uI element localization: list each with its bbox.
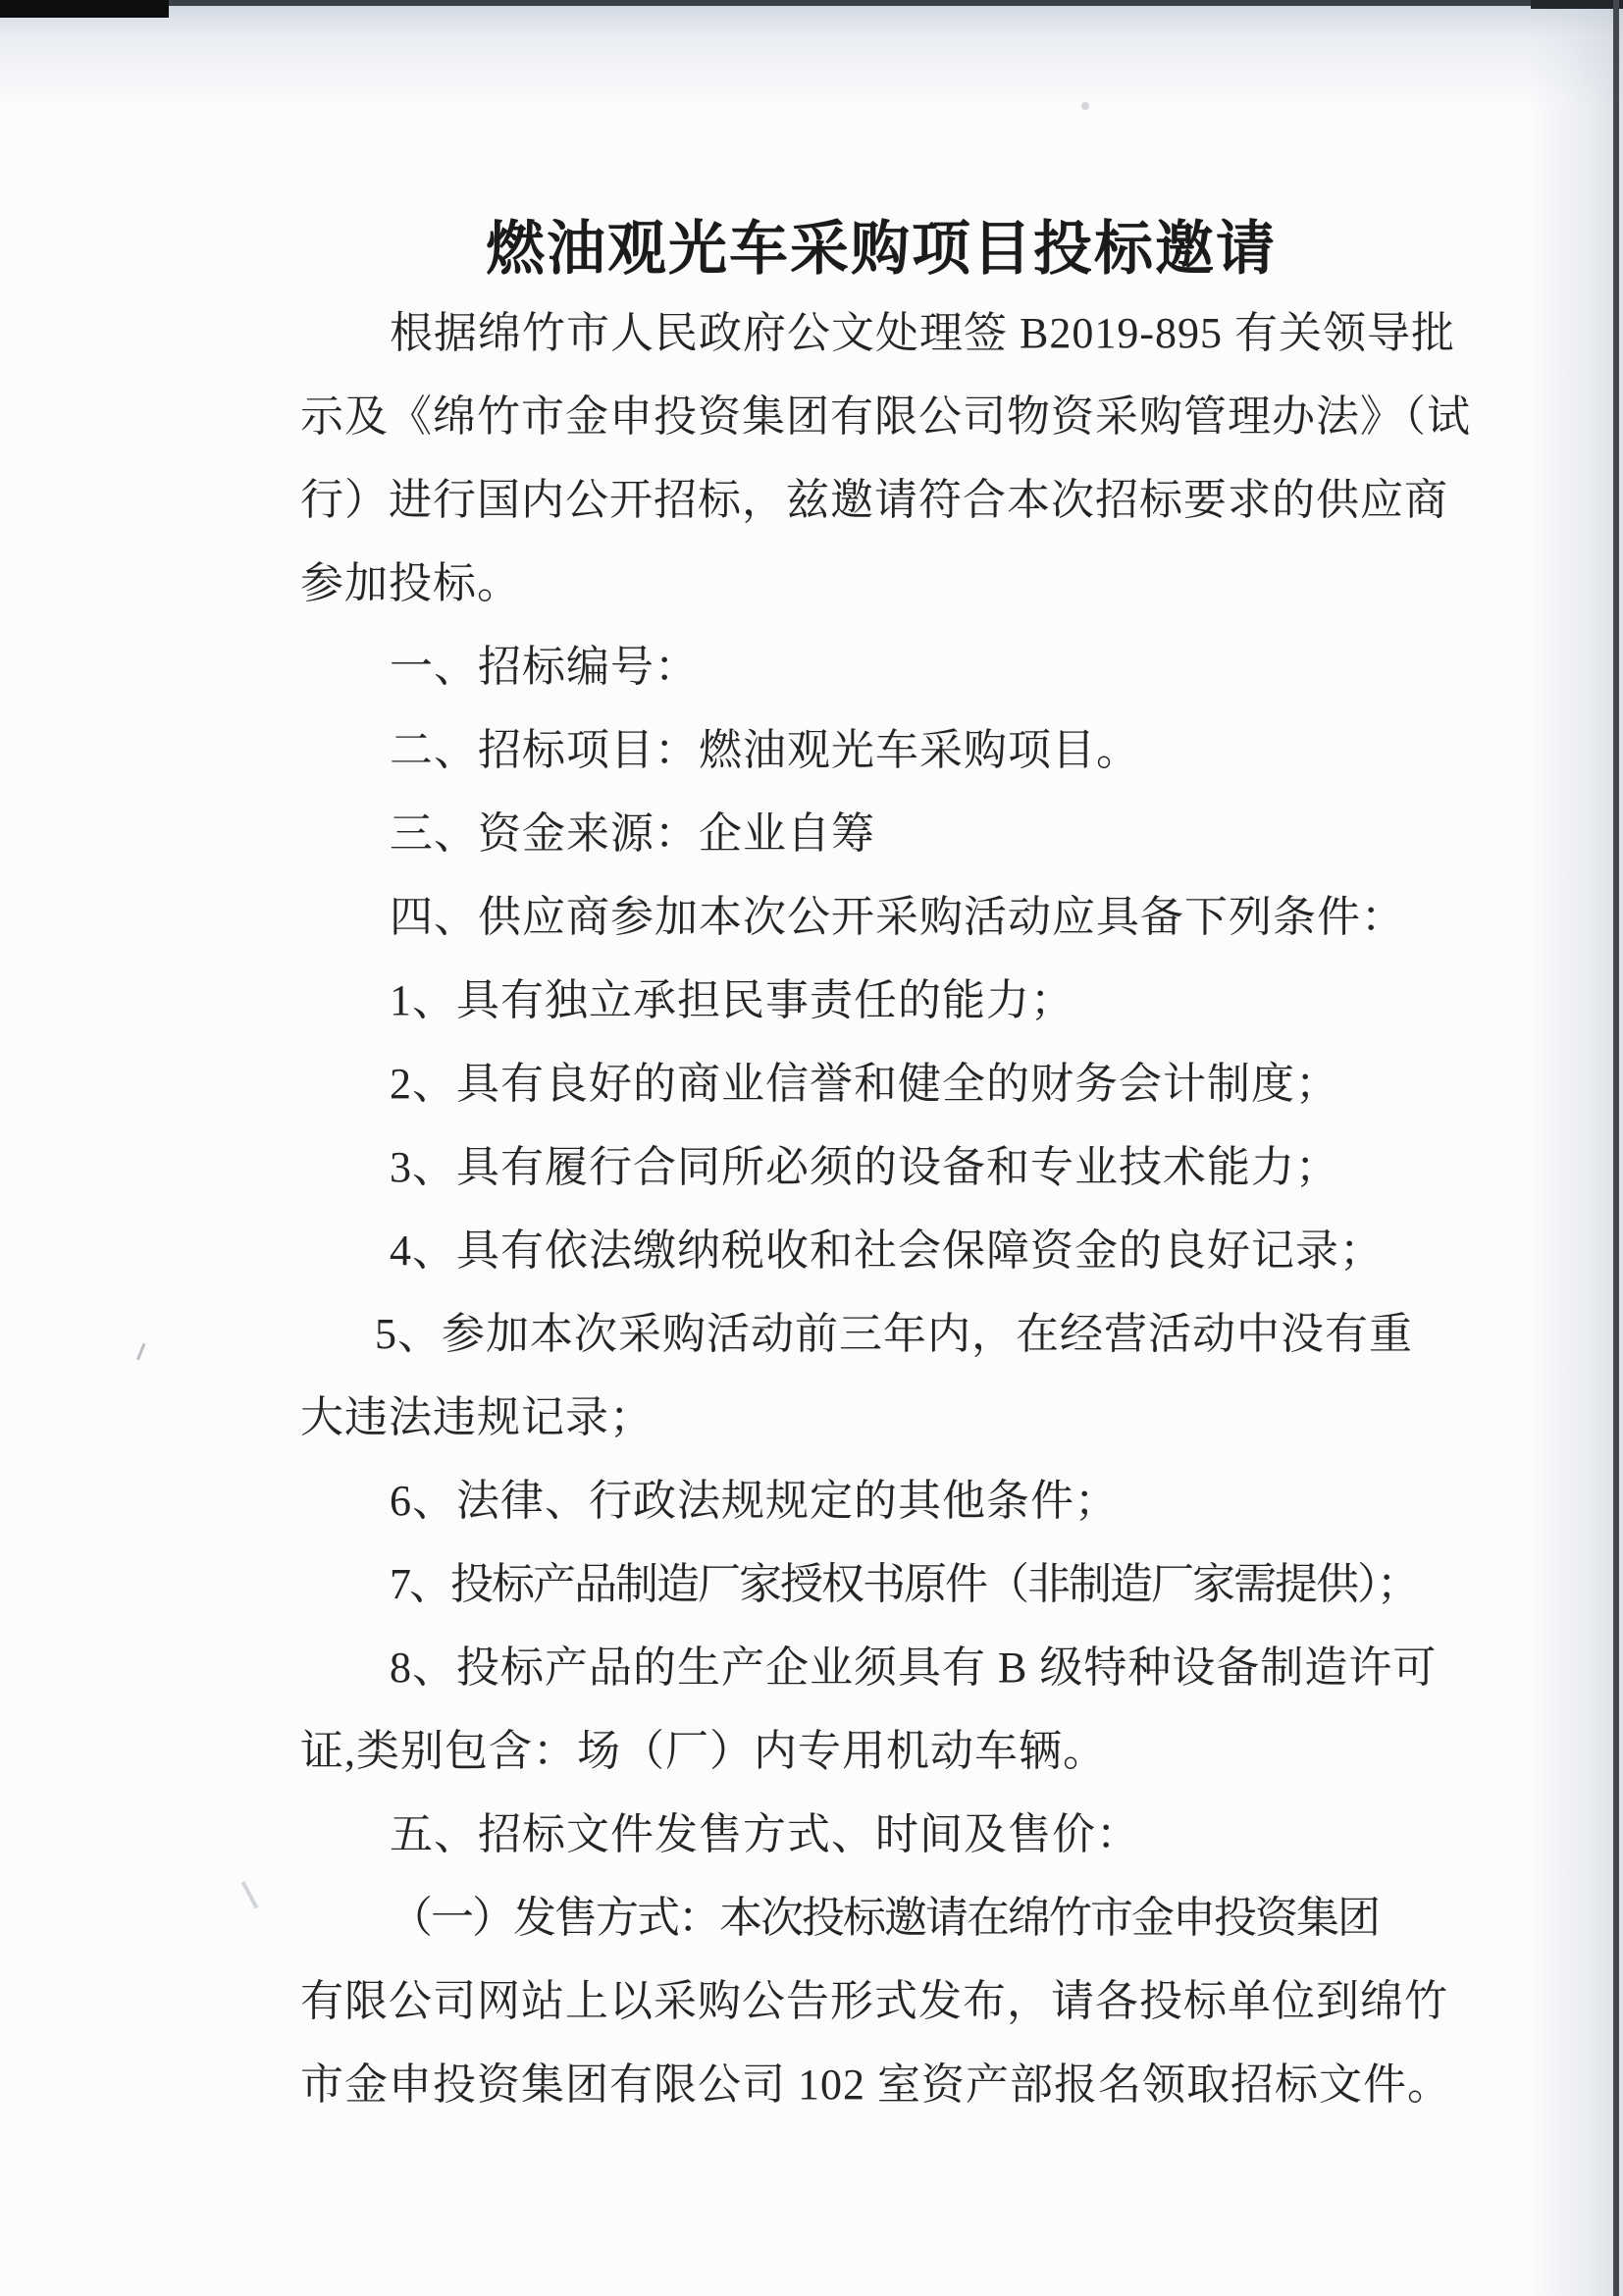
condition-item-5: 5、参加本次采购活动前三年内，在经营活动中没有重: [375, 1310, 1413, 1358]
paragraph-line: 参加投标。: [300, 559, 521, 607]
condition-item-5-continued: 大违法违规记录；: [300, 1393, 654, 1441]
paragraph-line: 示及《绵竹市金申投资集团有限公司物资采购管理办法》（试: [300, 392, 1471, 441]
sale-method-line: （一）发售方式：本次投标邀请在绵竹市金申投资集团: [390, 1894, 1379, 1942]
scan-edge-top-left-corner: [0, 0, 169, 18]
scan-shadow-top: [0, 0, 1623, 108]
section-line-tender-number: 一、招标编号：: [390, 643, 699, 691]
scan-edge-top-right-bar: [1531, 0, 1623, 9]
condition-item-1: 1、具有独立承担民事责任的能力；: [390, 976, 1074, 1024]
paragraph-line: 根据绵竹市人民政府公文处理签 B2019-895 有关领导批: [390, 309, 1455, 357]
condition-item-8: 8、投标产品的生产企业须具有 B 级特种设备制造许可: [390, 1644, 1438, 1692]
condition-item-7: 7、投标产品制造厂家授权书原件（非制造厂家需提供）；: [390, 1560, 1418, 1608]
section-line-sale-method: 五、招标文件发售方式、时间及售价：: [390, 1810, 1140, 1858]
condition-item-8-continued: 证,类别包含：场（厂）内专用机动车辆。: [300, 1727, 1107, 1775]
condition-item-4: 4、具有依法缴纳税收和社会保障资金的良好记录；: [390, 1226, 1384, 1275]
scan-speck: [1081, 102, 1089, 110]
document-body: [0, 291, 1623, 2126]
sale-method-line-continued: 有限公司网站上以采购公告形式发布，请各投标单位到绵竹: [300, 1977, 1448, 2025]
section-line-supplier-conditions: 四、供应商参加本次公开采购活动应具备下列条件：: [390, 893, 1405, 941]
section-line-funding-source: 三、资金来源：企业自筹: [390, 809, 875, 858]
condition-item-2: 2、具有良好的商业信誉和健全的财务会计制度；: [390, 1060, 1339, 1108]
section-line-tender-project: 二、招标项目：燃油观光车采购项目。: [390, 726, 1140, 774]
condition-item-3: 3、具有履行合同所必须的设备和专业技术能力；: [390, 1143, 1339, 1191]
scan-edge-top-bar: [0, 0, 1623, 6]
paragraph-line: 行）进行国内公开招标，兹邀请符合本次招标要求的供应商: [300, 476, 1448, 524]
condition-item-6: 6、法律、行政法规规定的其他条件；: [390, 1477, 1119, 1525]
document-title: 燃油观光车采购项目投标邀请: [486, 217, 1277, 282]
sale-method-line-continued2: 市金申投资集团有限公司 102 室资产部报名领取招标文件。: [300, 2061, 1451, 2109]
